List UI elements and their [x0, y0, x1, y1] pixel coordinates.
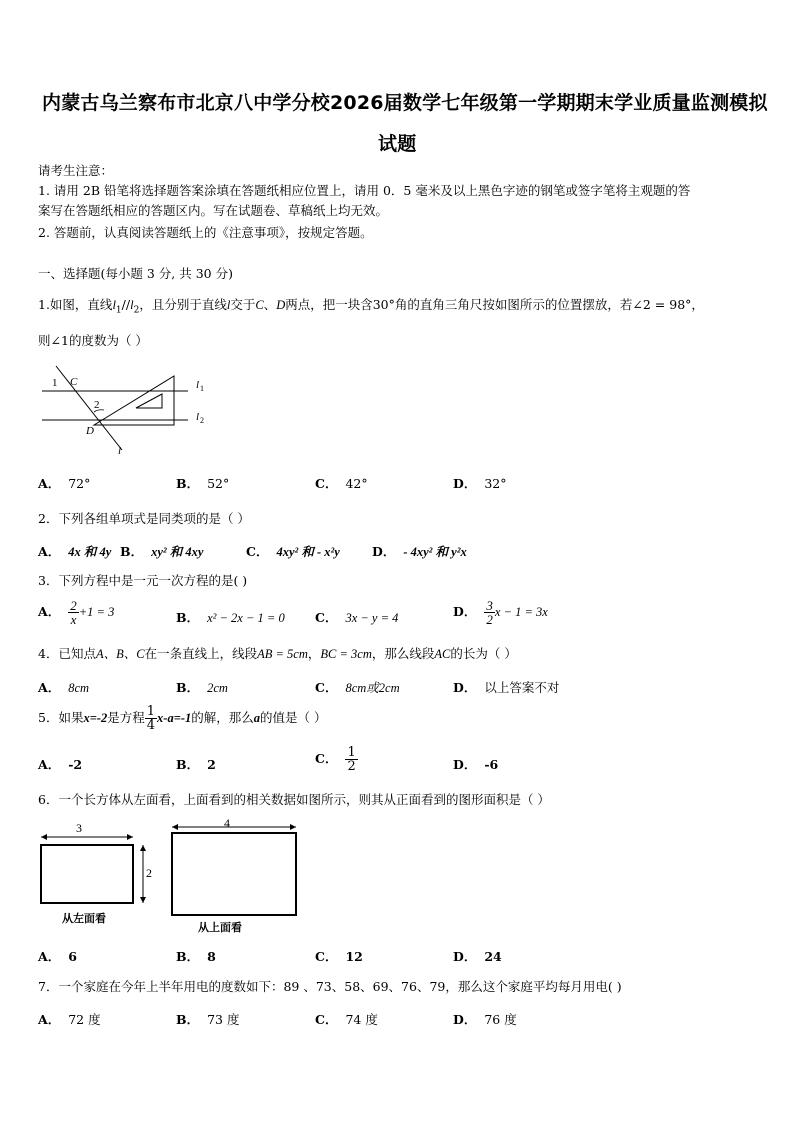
- option-letter: C．: [315, 1012, 338, 1027]
- option-letter: A．: [38, 949, 61, 964]
- option-text: 4xy² 和 - x²y: [276, 545, 340, 559]
- option-letter: C．: [315, 949, 338, 964]
- q2-option-c: [246, 542, 340, 560]
- exam-title-line1: 内蒙古乌兰察布市北京八中学分校2026届数学七年级第一学期期末学业质量监测模拟: [42, 92, 768, 114]
- section-heading: 一、选择题(每小题 3 分, 共 30 分): [38, 266, 233, 281]
- option-letter: A．: [38, 544, 61, 559]
- option-letter: B．: [176, 757, 200, 772]
- q1-text: 1.如图，直线: [38, 297, 113, 312]
- option-text: 72°: [68, 476, 91, 491]
- q1-angle2: ∠2 = 98°: [632, 297, 692, 312]
- q6-figure: [38, 815, 308, 937]
- option-text: 6: [68, 949, 77, 964]
- q7-option-c: [315, 1010, 378, 1028]
- option-text: 4x 和 4y: [68, 545, 112, 559]
- q6-option-b: [176, 947, 216, 965]
- exam-title-line2: 试题: [378, 133, 417, 155]
- q1-point-c: C: [255, 298, 264, 312]
- q1-text: 交于: [230, 297, 256, 312]
- option-text: -2: [68, 757, 83, 772]
- fig-label-l1: l: [196, 379, 200, 391]
- q4-option-b: [176, 678, 228, 696]
- option-letter: C．: [315, 610, 338, 625]
- option-letter: A．: [38, 604, 61, 619]
- q1-option-c: [315, 474, 368, 492]
- left-view-caption: 从左面看: [62, 913, 106, 925]
- option-text: 2: [207, 757, 216, 772]
- left-view-height: 2: [146, 866, 152, 880]
- left-view-width: 3: [76, 821, 82, 835]
- q1-text: 则: [38, 333, 51, 348]
- arrow-up: [140, 845, 146, 851]
- numerator: 1: [146, 704, 156, 719]
- option-letter: C．: [315, 680, 338, 695]
- denominator: x: [70, 612, 77, 627]
- notice-item2: 2. 答题前，认真阅读答题纸上的《注意事项》，按规定答题。: [38, 225, 373, 240]
- q4-text: 4．已知点: [38, 646, 96, 661]
- top-view-rect: [172, 833, 296, 915]
- q4-option-c: [315, 678, 400, 696]
- q1-text: ，: [691, 297, 704, 312]
- q5-text: 的值是（ ）: [260, 710, 327, 725]
- option-letter: B．: [176, 949, 200, 964]
- q1-stem-line1: [38, 297, 704, 319]
- q2-stem: 2．下列各组单项式是同类项的是（ ）: [38, 511, 250, 526]
- q5-option-b: [176, 755, 216, 773]
- option-letter: D．: [453, 476, 477, 491]
- arrow-down: [140, 897, 146, 903]
- q1-text: ，且分别于直线: [139, 297, 227, 312]
- option-letter: D．: [453, 1012, 477, 1027]
- option-letter: A．: [38, 757, 61, 772]
- option-text: 74 度: [345, 1012, 378, 1027]
- option-text: - 4xy² 和 y²x: [403, 545, 467, 559]
- q2-option-a: [38, 542, 111, 560]
- q5-variable: a: [253, 711, 261, 725]
- q4-stem: [38, 646, 517, 662]
- q1-option-b: [176, 474, 229, 492]
- option-letter: C．: [315, 751, 338, 766]
- left-view-rect: [41, 845, 133, 903]
- fraction: [145, 705, 157, 732]
- option-text: 42°: [345, 476, 368, 491]
- denominator: 2: [347, 759, 356, 774]
- option-letter: B．: [176, 680, 200, 695]
- q1-l1: l: [112, 298, 116, 312]
- q1-deg30: 30°: [372, 297, 395, 312]
- q1-l1-sub: 1: [115, 305, 122, 316]
- option-text: 73 度: [207, 1012, 240, 1027]
- q1-text: 角的直角三角尺按如图所示的位置摆放，若: [394, 297, 633, 312]
- top-view-caption: 从上面看: [198, 922, 242, 934]
- q1-point-d: D: [276, 298, 286, 312]
- q5-condition: x=-2: [83, 711, 108, 725]
- fraction: [68, 599, 79, 626]
- option-text: +1 = 3: [78, 605, 115, 619]
- option-letter: A．: [38, 680, 61, 695]
- option-text: 24: [484, 949, 502, 964]
- q3-stem: 3．下列方程中是一元一次方程的是( ): [38, 573, 248, 588]
- option-letter: D．: [453, 949, 477, 964]
- option-text: 2cm: [207, 681, 228, 695]
- option-text: 8cm: [68, 681, 90, 695]
- q3-option-b: [176, 608, 285, 626]
- option-letter: D．: [453, 604, 477, 619]
- q4-text: 的长为（ ）: [450, 646, 517, 661]
- q1-option-d: [453, 474, 507, 492]
- fraction: [345, 746, 357, 773]
- fraction: [484, 599, 495, 626]
- q5-equation: x-a=-1: [157, 711, 192, 725]
- option-letter: B．: [176, 476, 200, 491]
- q2-option-d: [372, 542, 467, 560]
- arrow-right: [290, 824, 296, 830]
- option-text: x − 1 = 3x: [494, 605, 548, 619]
- q3-option-d: [453, 599, 548, 626]
- fig-label-l: l: [118, 445, 122, 457]
- option-letter: B．: [176, 610, 200, 625]
- top-view-width: 4: [224, 816, 230, 830]
- q4-option-d: [453, 678, 559, 696]
- q5-text: 的解，那么: [191, 710, 254, 725]
- denominator: 4: [146, 718, 156, 733]
- option-letter: C．: [246, 544, 269, 559]
- option-letter: D．: [372, 544, 396, 559]
- q1-l2-sub: 2: [133, 305, 140, 316]
- option-letter: B．: [120, 544, 144, 559]
- q6-stem: 6．一个长方体从左面看，上面看到的相关数据如图所示，则其从正面看到的图形面积是（ ）: [38, 792, 550, 807]
- q6-option-a: [38, 947, 77, 965]
- option-text: x² − 2x − 1 = 0: [207, 611, 285, 625]
- q5-option-d: [453, 755, 498, 773]
- option-letter: A．: [38, 476, 61, 491]
- denominator: 2: [486, 612, 493, 627]
- option-text: 8cm或2cm: [345, 681, 400, 695]
- q1-angle1: ∠1: [50, 333, 69, 348]
- fig-label-l1-sub: 1: [200, 384, 204, 393]
- triangle-inner: [136, 394, 162, 408]
- option-text: 52°: [207, 476, 230, 491]
- q3-option-c: [315, 608, 398, 626]
- q4-option-a: [38, 678, 89, 696]
- option-letter: A．: [38, 1012, 61, 1027]
- q4-ab: AB = 5cm: [257, 647, 308, 661]
- q1-stem-line2: [38, 333, 148, 349]
- option-text: xy² 和 4xy: [151, 545, 204, 559]
- fig-label-c: C: [70, 376, 78, 388]
- q1-parallel: //: [121, 297, 131, 312]
- option-text: 8: [207, 949, 216, 964]
- q1-option-a: [38, 474, 90, 492]
- arrow-left: [172, 824, 178, 830]
- q4-bc: BC = 3cm: [320, 647, 372, 661]
- option-text: 以上答案不对: [484, 680, 560, 695]
- numerator: 3: [486, 598, 493, 613]
- notice-item1-line1: 1. 请用 2B 铅笔将选择题答案涂填在答题纸相应位置上，请用 0．5 毫米及以上黑色字迹的钢笔或签字笔将主观题的答: [38, 183, 691, 198]
- q5-text: 5．如果: [38, 710, 84, 725]
- option-text: 3x − y = 4: [345, 611, 399, 625]
- option-text: 12: [345, 949, 363, 964]
- option-text: 76 度: [484, 1012, 517, 1027]
- numerator: 2: [70, 598, 77, 613]
- fig-label-l2: l: [196, 411, 200, 423]
- q2-option-b: [120, 542, 203, 560]
- option-letter: B．: [176, 1012, 200, 1027]
- option-text: -6: [484, 757, 499, 772]
- notice-heading: 请考生注意：: [38, 163, 114, 178]
- fig-label-2: 2: [94, 399, 100, 411]
- q5-option-a: [38, 755, 82, 773]
- q3-option-a: [38, 599, 114, 626]
- q7-option-d: [453, 1010, 517, 1028]
- line-l: [56, 366, 122, 450]
- q1-l2: l: [130, 298, 134, 312]
- arrow-left: [41, 834, 47, 840]
- q1-sep: 、: [263, 297, 277, 312]
- q1-line-l: l: [226, 298, 231, 312]
- notice-item1-line2: 案写在答题纸相应的答题区内。写在试题卷、草稿纸上均无效。: [38, 203, 389, 218]
- q4-ac: AC: [434, 647, 451, 661]
- option-text: 32°: [484, 476, 507, 491]
- q5-option-c: [315, 746, 358, 773]
- q7-option-a: [38, 1010, 101, 1028]
- option-letter: C．: [315, 476, 338, 491]
- q1-text: 两点，把一块含: [285, 297, 373, 312]
- fig-label-1: 1: [52, 377, 58, 389]
- q4-points: A、B、C: [95, 647, 145, 661]
- numerator: 1: [347, 745, 356, 760]
- q7-stem: 7．一个家庭在今年上半年用电的度数如下：89 、73、58、69、76、79，那么这个家庭平均每月用电( ): [38, 979, 622, 994]
- q5-text: 是方程: [107, 710, 145, 725]
- q4-text: ，: [307, 646, 321, 661]
- fig-label-l2-sub: 2: [200, 416, 204, 425]
- option-letter: D．: [453, 757, 477, 772]
- q4-text: ，那么线段: [371, 646, 435, 661]
- fig-label-d: D: [86, 425, 94, 437]
- q1-text: 的度数为（ ）: [68, 333, 148, 348]
- q7-option-b: [176, 1010, 239, 1028]
- option-text: 72 度: [68, 1012, 101, 1027]
- arrow-right: [127, 834, 133, 840]
- q5-stem: [38, 705, 327, 732]
- q6-option-c: [315, 947, 363, 965]
- q1-figure: [38, 362, 218, 462]
- option-letter: D．: [453, 680, 477, 695]
- q4-text: 在一条直线上，线段: [144, 646, 258, 661]
- q6-option-d: [453, 947, 502, 965]
